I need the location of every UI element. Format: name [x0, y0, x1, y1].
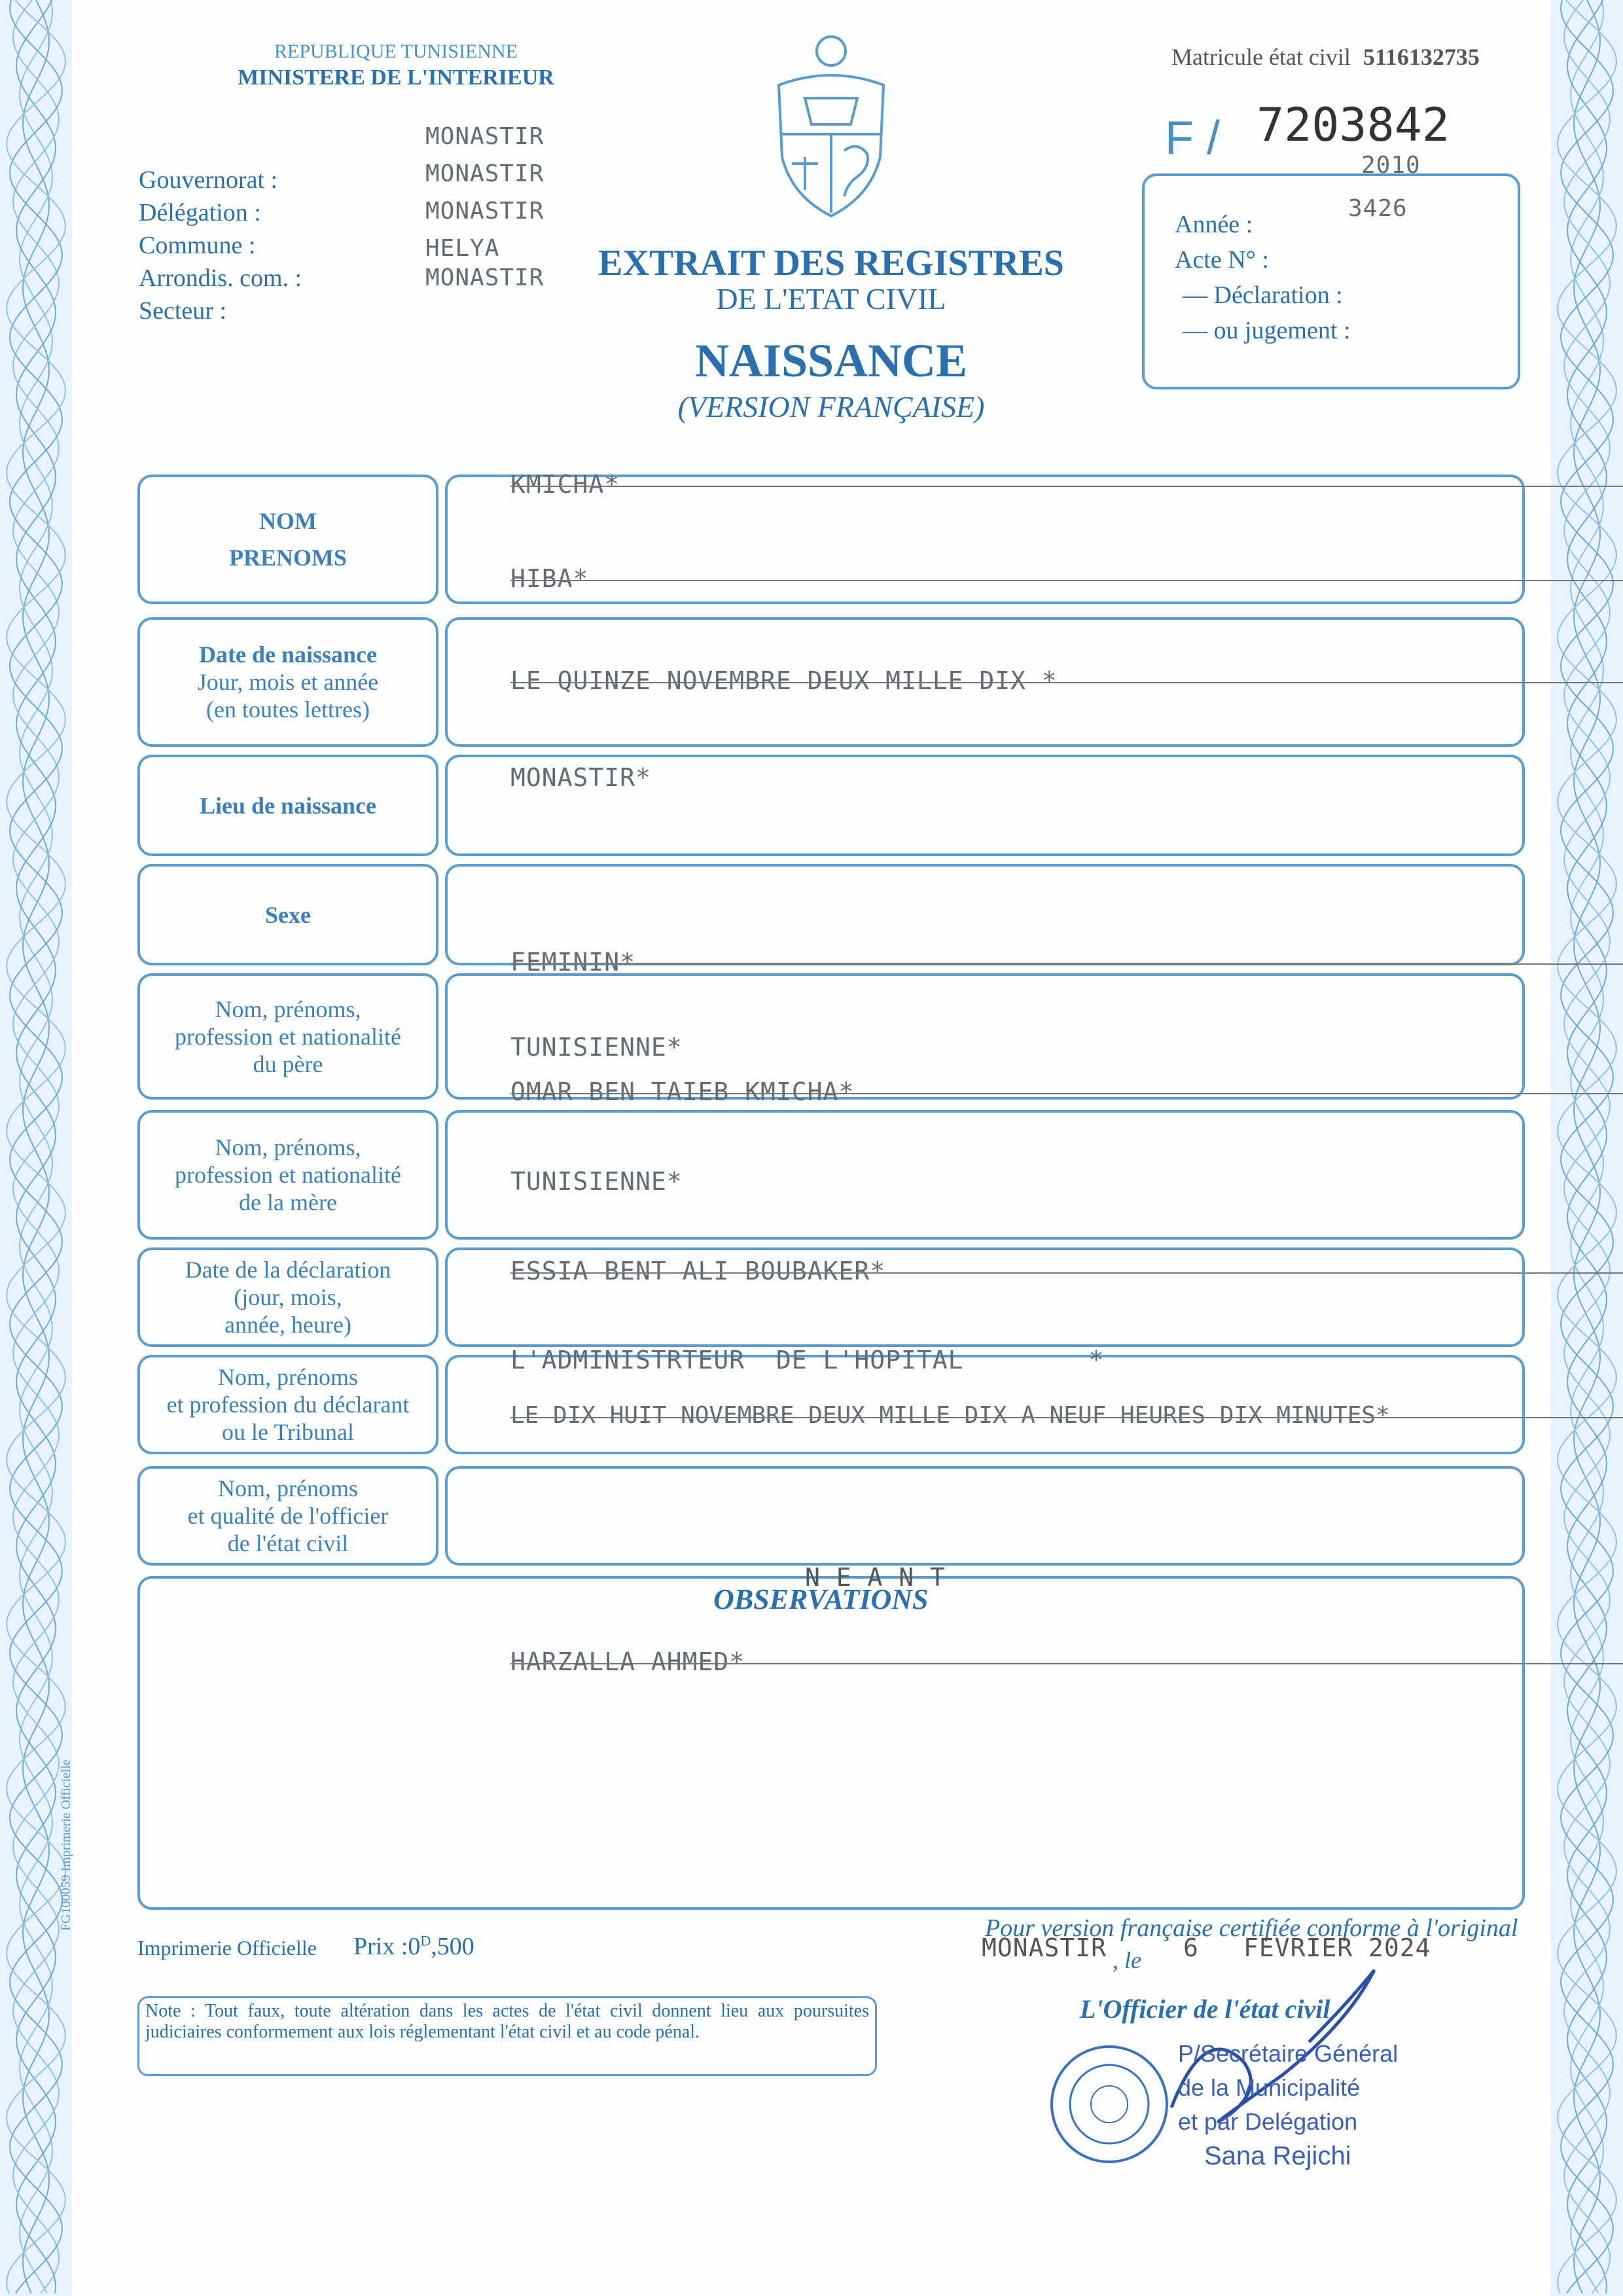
title-extrait: EXTRAIT DES REGISTRES [598, 243, 1064, 283]
matricule-row [1171, 43, 1480, 71]
commune-value: MONASTIR [425, 198, 544, 224]
declaration-label: — Déclaration : [1183, 281, 1343, 309]
location-values [425, 118, 544, 296]
officier-label-box [137, 1466, 438, 1566]
ministry-label: MINISTERE DE L'INTERIEUR [238, 65, 554, 90]
serial-prefix: F / [1165, 112, 1220, 164]
delegation-label: Délégation : [139, 199, 261, 226]
price-suffix: ,500 [431, 1933, 474, 1960]
stamp-line3: et par Delégation [1178, 2108, 1358, 2135]
matricule-value: 5116132735 [1363, 44, 1480, 70]
declaration-date-value-box [445, 1247, 1525, 1347]
declaration-date-value: LE DIX HUIT NOVEMBRE DEUX MILLE DIX A NEUF HEURES DIX MINUTES* [510, 1402, 1623, 1429]
nom-value: KMICHA* [510, 470, 1623, 499]
jugement-label: — ou jugement : [1183, 317, 1351, 344]
sexe-value: FEMININ* [510, 948, 1623, 977]
price-sup: D [420, 1932, 431, 1949]
prenoms-value: HIBA* [510, 564, 1623, 593]
republic-label: REPUBLIQUE TUNISIENNE [274, 41, 518, 62]
sexe-label-box [137, 864, 438, 965]
prenoms-label: PRENOMS [229, 545, 347, 571]
delegation-value: MONASTIR [425, 160, 544, 187]
commune-label: Commune : [139, 232, 256, 259]
declaration-date-label-line1: Date de la déclaration [185, 1257, 391, 1283]
pere-label-line1: Nom, prénoms, [215, 996, 361, 1022]
declarant-label-line1: Nom, prénoms [218, 1364, 358, 1390]
declarant-value: L'ADMINISTRTEUR DE L'HOPITAL * [510, 1346, 1105, 1374]
nom-label: NOM [259, 508, 317, 534]
officer-title: L'Officier de l'état civil [1080, 1994, 1330, 2024]
lieu-naissance-label: Lieu de naissance [199, 792, 377, 819]
pere-value-name: OMAR BEN TAIEB KMICHA* [510, 1077, 1623, 1106]
legal-note-text: Note : Tout faux, toute altération dans les actes de l'état civil donnent lieu aux poursuites judiciaires conformement aux lois réglementant l'état civil et au code pénal. [145, 2001, 869, 2042]
price-prefix: Prix :0 [353, 1933, 421, 1960]
annee-value: 2010 [1361, 152, 1421, 179]
officier-value: HARZALLA AHMED* [510, 1647, 1623, 1676]
pere-label-box [137, 973, 438, 1100]
title-etat-civil: DE L'ETAT CIVIL [716, 282, 946, 315]
date-naissance-label: Date de naissance [199, 641, 377, 668]
declarant-label-box [137, 1355, 438, 1454]
issue-le: , le [1113, 1947, 1141, 1973]
right-guilloche-border [1551, 0, 1623, 2296]
officier-label-line2: et qualité de l'officier [187, 1503, 389, 1529]
arrondissement-label: Arrondis. com. : [139, 264, 302, 292]
certified-text: Pour version française certifiée conforme à l'original [985, 1914, 1518, 1942]
stamp-line4: Sana Rejichi [1204, 2142, 1351, 2170]
mere-value-nationality: TUNISIENNE* [510, 1167, 683, 1196]
nom-prenoms-label-box [137, 475, 438, 604]
observations-title: OBSERVATIONS [713, 1583, 929, 1615]
matricule-label: Matricule état civil [1171, 44, 1351, 70]
gouvernorat-value: MONASTIR [425, 123, 544, 150]
annee-label: Année : [1175, 211, 1253, 238]
arrondissement-value: HELYA [425, 235, 500, 262]
serial-number: 7203842 [1257, 98, 1450, 152]
declaration-date-label-line2: (jour, mois, [234, 1284, 342, 1310]
officier-label-line1: Nom, prénoms [218, 1475, 358, 1501]
declaration-date-label-box [137, 1247, 438, 1347]
coat-of-arms-emblem [766, 26, 897, 223]
mere-value-name: ESSIA BENT ALI BOUBAKER* [510, 1257, 1623, 1285]
gouvernorat-label: Gouvernorat : [139, 166, 278, 194]
lieu-naissance-label-box [137, 755, 438, 856]
pere-value-nationality: TUNISIENNE* [510, 1033, 683, 1062]
sexe-label: Sexe [265, 901, 311, 928]
price [353, 1932, 474, 1961]
printer-label: Imprimerie Officielle [137, 1936, 317, 1960]
pere-label-line2: profession et nationalité [175, 1023, 401, 1050]
mere-label-line2: profession et nationalité [175, 1162, 401, 1188]
mere-label-line3: de la mère [239, 1189, 337, 1215]
acte-value: 3426 [1348, 195, 1408, 222]
secteur-label: Secteur : [139, 297, 227, 325]
declarant-label-line2: et profession du déclarant [166, 1391, 410, 1418]
mere-label-line1: Nom, prénoms, [215, 1134, 361, 1160]
date-naissance-sub2: (en toutes lettres) [206, 696, 370, 723]
declarant-label-line3: ou le Tribunal [221, 1419, 355, 1445]
pere-label-line3: du père [253, 1050, 323, 1077]
left-guilloche-border [0, 0, 72, 2296]
date-naissance-value: LE QUINZE NOVEMBRE DEUX MILLE DIX * [510, 666, 1623, 695]
stamp-text [1178, 2037, 1398, 2173]
location-labels [139, 164, 302, 327]
acte-label: Acte N° : [1175, 246, 1269, 274]
secteur-value: MONASTIR [425, 264, 544, 291]
acte-labels [1175, 207, 1350, 348]
declaration-date-label-line3: année, heure) [224, 1312, 351, 1338]
officier-value-box [445, 1466, 1525, 1566]
stamp-line1: P/Secrétaire Général [1178, 2040, 1399, 2067]
lieu-naissance-value: MONASTIR* [510, 763, 651, 792]
side-print-code: FG100059 Imprimerie Officielle [59, 1759, 73, 1931]
title-version: (VERSION FRANÇAISE) [677, 390, 985, 423]
title-naissance: NAISSANCE [694, 334, 968, 387]
date-naissance-label-box [137, 617, 438, 747]
officier-label-line3: de l'état civil [227, 1530, 349, 1556]
mere-label-box [137, 1110, 438, 1240]
stamp-line2: de la Municipalité [1178, 2074, 1361, 2101]
observations-value: N E A N T [805, 1563, 946, 1592]
observations-box [137, 1576, 1525, 1910]
issue-place: MONASTIR [982, 1933, 1107, 1962]
date-naissance-sub1: Jour, mois et année [197, 669, 379, 695]
issue-month-year: FEVRIER 2024 [1243, 1933, 1431, 1962]
issue-day: 6 [1183, 1933, 1199, 1962]
